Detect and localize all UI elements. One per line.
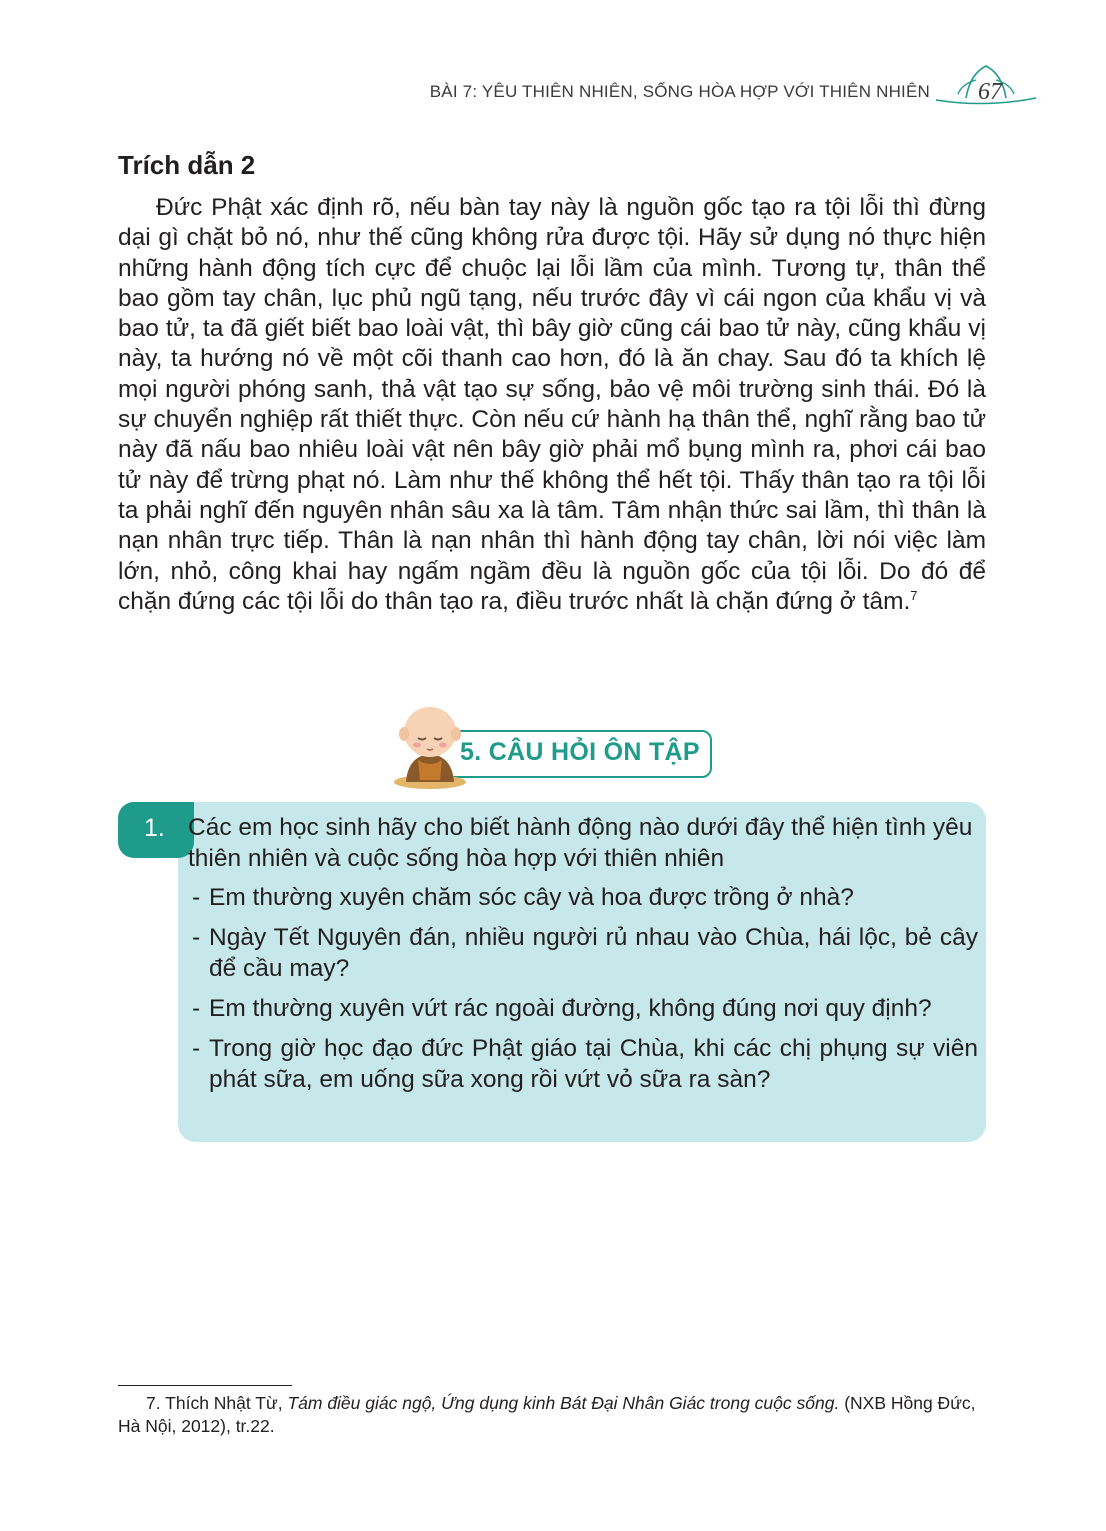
option-text: Em thường xuyên chăm sóc cây và hoa được trồng ở nhà? <box>209 884 854 911</box>
option-text: Ngày Tết Nguyên đán, nhiều người rủ nhau vào Chùa, hái lộc, bẻ cây để cầu may? <box>209 924 978 982</box>
answer-option <box>192 993 978 1024</box>
answer-options <box>192 882 978 1104</box>
footnote-book-title: Tám điều giác ngộ, Ứng dụng kinh Bát Đại Nhân Giác trong cuộc sống. <box>287 1393 840 1413</box>
option-text: Em thường xuyên vứt rác ngoài đường, không đúng nơi quy định? <box>209 995 932 1022</box>
question-prompt: Các em học sinh hãy cho biết hành động nào dưới đây thể hiện tình yêu thiên nhiên và cuộc sống hòa hợp với thiên nhiên <box>188 814 973 872</box>
quote-text: Đức Phật xác định rõ, nếu bàn tay này là nguồn gốc tạo ra tội lỗi thì đừng dại gì chặt bỏ nó, như thế cũng không rửa được tội. Hãy sử dụng nó thực hiện những hành động tích cực để chuộc lại lỗi lầm của mình. Tương tự, thân thể bao gồm tay chân, lục phủ ngũ tạng, nếu trước đây vì cái ngon của khẩu vị và bao tử, ta đã giết biết bao loài vật, thì bây giờ cũng cái bao tử này, cũng khẩu vị này, ta hướng nó về một cõi thanh cao hơn, đó là ăn chay. Sau đó ta khích lệ mọi người phóng sanh, thả vật tạo sự sống, bảo vệ môi trường sinh thái. Đó là sự chuyển nghiệp rất thiết thực. Còn nếu cứ hành hạ thân thể, nghĩ rằng bao tử này đã nấu bao nhiêu loài vật nên bây giờ phải mổ bụng mình ra, phơi cái bao tử này để trừng phạt nó. Làm như thế không thể hết tội. Thấy thân tạo ra tội lỗi ta phải nghĩ đến nguyên nhân sâu xa là tâm. Tâm nhận thức sai lầm, thì thân là nạn nhân trực tiếp. Thân là nạn nhân thì hành động tay chân, lời nói việc làm lớn, nhỏ, công khai hay ngấm ngầm đều là nguồn gốc của tội lỗi. Do đó để chặn đứng các tội lỗi do thân tạo ra, điều trước nhất là chặn đứng ở tâm. <box>118 194 986 615</box>
page-number: 67 <box>978 79 1002 105</box>
footnote-reference: 7 <box>910 587 918 603</box>
footnote-number: 7. <box>146 1393 161 1413</box>
footnote <box>118 1392 988 1438</box>
question-number-badge: 1. <box>118 802 194 858</box>
answer-option <box>192 882 978 913</box>
footnote-publisher: (NXB Hồng Đức, Hà Nội, 2012), tr.22. <box>118 1393 976 1436</box>
option-marker: - <box>192 924 201 951</box>
option-marker: - <box>192 1035 201 1062</box>
footnote-author: Thích Nhật Từ, <box>165 1393 283 1413</box>
answer-option <box>192 922 978 984</box>
review-section-title: 5. CÂU HỎI ÔN TẬP <box>460 738 700 766</box>
quote-body <box>118 193 986 617</box>
footnote-divider <box>118 1385 292 1386</box>
answer-option <box>192 1033 978 1095</box>
option-marker: - <box>192 995 201 1022</box>
quote-heading: Trích dẫn 2 <box>118 150 256 180</box>
running-header <box>0 76 1106 116</box>
review-section-banner <box>390 700 720 790</box>
chapter-title: BÀI 7: YÊU THIÊN NHIÊN, SỐNG HÒA HỢP VỚI THIÊN NHIÊN <box>429 82 930 101</box>
option-text: Trong giờ học đạo đức Phật giáo tại Chùa, khi các chị phụng sự viên phát sữa, em uống sữa xong rồi vứt vỏ sữa ra sàn? <box>209 1035 978 1093</box>
option-marker: - <box>192 884 201 911</box>
